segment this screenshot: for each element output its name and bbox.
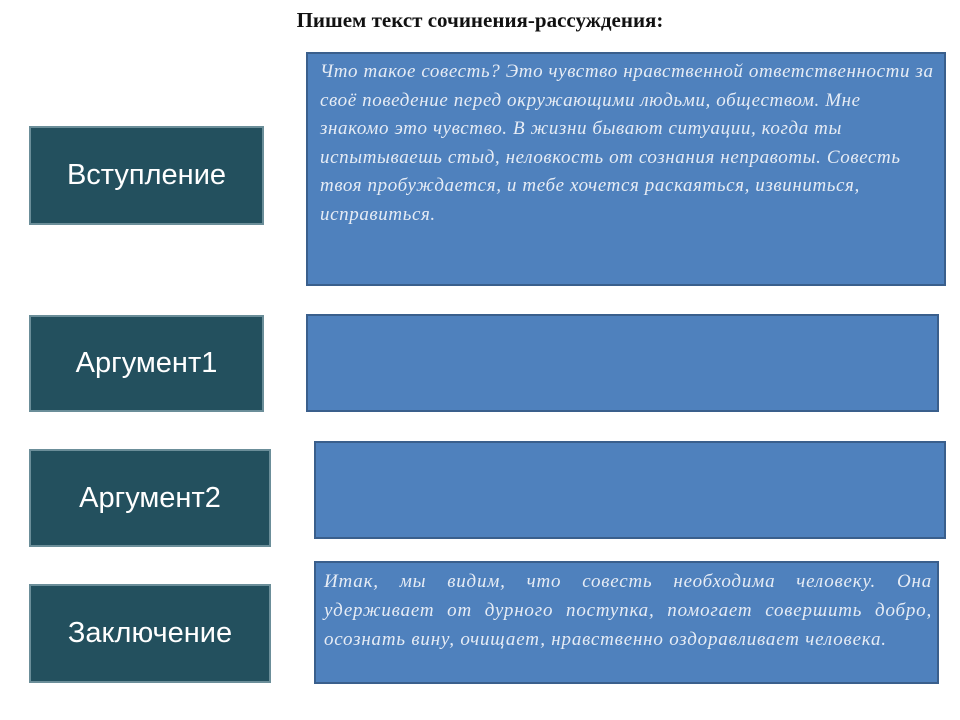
label-argument-2-text: Аргумент2 [79, 481, 221, 514]
label-argument-1-text: Аргумент1 [75, 347, 218, 379]
label-argument-1 [29, 315, 264, 412]
content-box-argument-2 [314, 441, 946, 539]
content-box-argument-1 [306, 314, 939, 412]
content-box-conclusion [314, 561, 939, 684]
label-conclusion [29, 584, 271, 683]
conclusion-paragraph: Итак, мы видим, что совесть необходима человеку. Она удерживает от дурного поступка, помогает совершить добро, осознать вину, очищает, нравственно оздоравливает человека. [324, 571, 932, 650]
intro-paragraph: Что такое совесть? Это чувство нравственной ответственности за своё поведение перед окружающими людьми, обществом. Мне знакомо это чувство. В жизни бывают ситуации, когда ты испытываешь стыд, неловкость от сознания неправоты. Совесть твоя пробуждается, и тебе хочется раскаяться, извиниться, исправиться. [320, 61, 934, 225]
content-box-intro [306, 52, 946, 286]
label-argument-2 [29, 449, 271, 547]
label-conclusion-text: Заключение [67, 617, 233, 649]
label-intro-text: Вступление [66, 159, 227, 191]
page-title: Пишем текст сочинения-рассуждения: [296, 8, 664, 32]
label-intro [29, 126, 264, 225]
